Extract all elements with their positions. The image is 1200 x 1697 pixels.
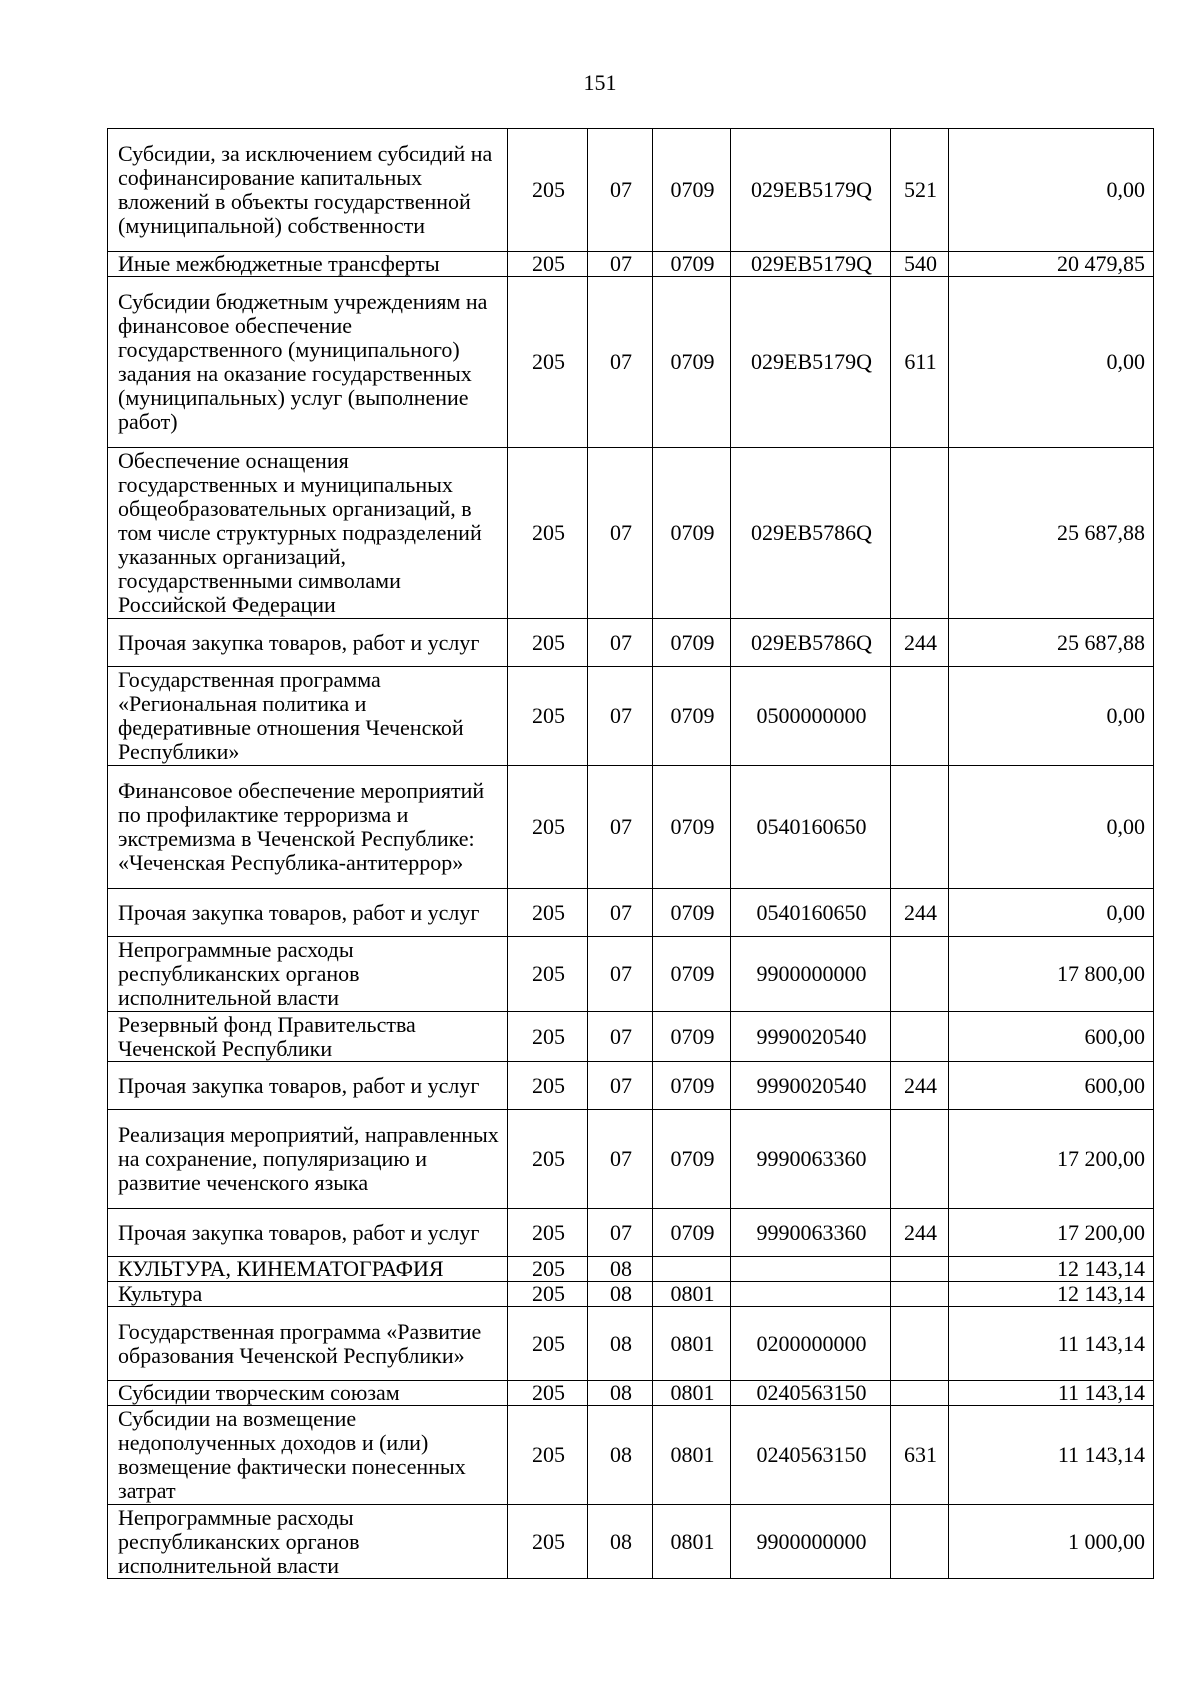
row-expense-type: [891, 1505, 949, 1579]
table-row: [108, 1110, 1154, 1209]
row-amount: 12 143,14: [949, 1257, 1154, 1282]
row-subsection: 0709: [653, 1012, 731, 1062]
row-subsection: 0709: [653, 937, 731, 1012]
row-grbs: 205: [508, 1406, 588, 1505]
row-name: Государственная программа «Развитие образования Чеченской Республики»: [108, 1307, 508, 1381]
row-target-article: [731, 1282, 891, 1307]
row-expense-type: [891, 1307, 949, 1381]
row-section: 07: [588, 1110, 653, 1209]
row-expense-type: 521: [891, 129, 949, 252]
row-amount: 17 200,00: [949, 1110, 1154, 1209]
row-subsection: 0709: [653, 667, 731, 766]
table-row: [108, 1406, 1154, 1505]
row-grbs: 205: [508, 129, 588, 252]
row-grbs: 205: [508, 1282, 588, 1307]
row-subsection: 0709: [653, 889, 731, 937]
row-expense-type: 244: [891, 1209, 949, 1257]
row-target-article: 029EB5179Q: [731, 277, 891, 448]
row-grbs: 205: [508, 277, 588, 448]
table-row: [108, 766, 1154, 889]
row-grbs: 205: [508, 619, 588, 667]
row-amount: 25 687,88: [949, 448, 1154, 619]
row-expense-type: [891, 667, 949, 766]
row-subsection: 0709: [653, 448, 731, 619]
row-amount: 11 143,14: [949, 1307, 1154, 1381]
table-row: [108, 1381, 1154, 1406]
table-row: [108, 1257, 1154, 1282]
row-amount: 0,00: [949, 667, 1154, 766]
row-section: 07: [588, 619, 653, 667]
table-row: [108, 129, 1154, 252]
row-subsection: 0801: [653, 1505, 731, 1579]
row-section: 08: [588, 1257, 653, 1282]
row-section: 07: [588, 1062, 653, 1110]
row-expense-type: [891, 448, 949, 619]
row-subsection: 0801: [653, 1282, 731, 1307]
table-row: [108, 448, 1154, 619]
row-amount: 20 479,85: [949, 252, 1154, 277]
row-subsection: 0709: [653, 129, 731, 252]
row-name: Непрограммные расходы республиканских органов исполнительной власти: [108, 1505, 508, 1579]
table-row: [108, 619, 1154, 667]
row-name: Культура: [108, 1282, 508, 1307]
row-amount: 12 143,14: [949, 1282, 1154, 1307]
row-subsection: 0709: [653, 252, 731, 277]
row-target-article: 029EB5786Q: [731, 619, 891, 667]
row-grbs: 205: [508, 1257, 588, 1282]
row-expense-type: 244: [891, 619, 949, 667]
row-target-article: [731, 1257, 891, 1282]
row-target-article: 0240563150: [731, 1406, 891, 1505]
row-name: Субсидии бюджетным учреждениям на финансовое обеспечение государственного (муниципального) задания на оказание государственных (муниципальных) услуг (выполнение работ): [108, 277, 508, 448]
row-subsection: 0709: [653, 619, 731, 667]
table-row: [108, 277, 1154, 448]
row-subsection: 0801: [653, 1381, 731, 1406]
row-target-article: 9900000000: [731, 937, 891, 1012]
row-expense-type: 631: [891, 1406, 949, 1505]
row-name: Прочая закупка товаров, работ и услуг: [108, 619, 508, 667]
row-target-article: 029EB5179Q: [731, 129, 891, 252]
row-grbs: 205: [508, 667, 588, 766]
row-section: 07: [588, 252, 653, 277]
row-amount: 0,00: [949, 889, 1154, 937]
row-subsection: 0709: [653, 766, 731, 889]
table-row: [108, 889, 1154, 937]
row-amount: 1 000,00: [949, 1505, 1154, 1579]
row-name: Финансовое обеспечение мероприятий по профилактике терроризма и экстремизма в Чеченской Республике: «Чеченская Республика-антитеррор»: [108, 766, 508, 889]
row-section: 07: [588, 766, 653, 889]
row-section: 08: [588, 1307, 653, 1381]
row-expense-type: [891, 1282, 949, 1307]
page-number: 151: [583, 70, 617, 95]
table-body: [108, 129, 1154, 1579]
table-row: [108, 1062, 1154, 1110]
row-amount: 0,00: [949, 129, 1154, 252]
row-name: Обеспечение оснащения государственных и муниципальных общеобразовательных организаций, в том числе структурных подразделений указанных организаций, государственными символами Российской Федерации: [108, 448, 508, 619]
table-row: [108, 937, 1154, 1012]
row-section: 08: [588, 1381, 653, 1406]
row-amount: 0,00: [949, 766, 1154, 889]
row-expense-type: 611: [891, 277, 949, 448]
row-grbs: 205: [508, 1012, 588, 1062]
row-grbs: 205: [508, 889, 588, 937]
row-grbs: 205: [508, 1381, 588, 1406]
row-name: Резервный фонд Правительства Чеченской Республики: [108, 1012, 508, 1062]
row-name: Субсидии на возмещение недополученных доходов и (или) возмещение фактически понесенных затрат: [108, 1406, 508, 1505]
row-section: 07: [588, 1209, 653, 1257]
row-subsection: [653, 1257, 731, 1282]
row-amount: 600,00: [949, 1012, 1154, 1062]
row-target-article: 0540160650: [731, 889, 891, 937]
row-amount: 17 800,00: [949, 937, 1154, 1012]
budget-table: [107, 128, 1154, 1579]
row-amount: 600,00: [949, 1062, 1154, 1110]
table-row: [108, 1282, 1154, 1307]
row-name: Государственная программа «Региональная политика и федеративные отношения Чеченской Республики»: [108, 667, 508, 766]
row-expense-type: [891, 1257, 949, 1282]
row-name: Прочая закупка товаров, работ и услуг: [108, 1062, 508, 1110]
table-row: [108, 667, 1154, 766]
row-subsection: 0801: [653, 1406, 731, 1505]
row-grbs: 205: [508, 1307, 588, 1381]
row-target-article: 0200000000: [731, 1307, 891, 1381]
row-expense-type: 244: [891, 1062, 949, 1110]
row-grbs: 205: [508, 252, 588, 277]
row-grbs: 205: [508, 937, 588, 1012]
row-section: 07: [588, 937, 653, 1012]
row-section: 08: [588, 1282, 653, 1307]
row-section: 07: [588, 1012, 653, 1062]
row-name: Реализация мероприятий, направленных на сохранение, популяризацию и развитие чеченского языка: [108, 1110, 508, 1209]
row-subsection: 0709: [653, 1110, 731, 1209]
row-grbs: 205: [508, 1505, 588, 1579]
row-expense-type: [891, 1012, 949, 1062]
row-amount: 0,00: [949, 277, 1154, 448]
row-name: Иные межбюджетные трансферты: [108, 252, 508, 277]
row-grbs: 205: [508, 448, 588, 619]
row-section: 07: [588, 277, 653, 448]
row-expense-type: 540: [891, 252, 949, 277]
row-section: 07: [588, 667, 653, 766]
row-expense-type: 244: [891, 889, 949, 937]
row-name: КУЛЬТУРА, КИНЕМАТОГРАФИЯ: [108, 1257, 508, 1282]
row-target-article: 9990020540: [731, 1012, 891, 1062]
table-row: [108, 1209, 1154, 1257]
table-row: [108, 252, 1154, 277]
table-row: [108, 1012, 1154, 1062]
row-grbs: 205: [508, 1110, 588, 1209]
row-expense-type: [891, 766, 949, 889]
row-amount: 17 200,00: [949, 1209, 1154, 1257]
row-section: 07: [588, 889, 653, 937]
row-subsection: 0709: [653, 1209, 731, 1257]
row-target-article: 029EB5786Q: [731, 448, 891, 619]
row-grbs: 205: [508, 1209, 588, 1257]
row-target-article: 0540160650: [731, 766, 891, 889]
row-grbs: 205: [508, 1062, 588, 1110]
row-target-article: 9990020540: [731, 1062, 891, 1110]
row-subsection: 0709: [653, 277, 731, 448]
row-amount: 11 143,14: [949, 1381, 1154, 1406]
row-amount: 11 143,14: [949, 1406, 1154, 1505]
row-expense-type: [891, 937, 949, 1012]
row-name: Субсидии творческим союзам: [108, 1381, 508, 1406]
row-grbs: 205: [508, 766, 588, 889]
row-name: Непрограммные расходы республиканских органов исполнительной власти: [108, 937, 508, 1012]
table-row: [108, 1505, 1154, 1579]
row-subsection: 0709: [653, 1062, 731, 1110]
row-expense-type: [891, 1381, 949, 1406]
row-name: Субсидии, за исключением субсидий на софинансирование капитальных вложений в объекты государственной (муниципальной) собственности: [108, 129, 508, 252]
row-name: Прочая закупка товаров, работ и услуг: [108, 889, 508, 937]
row-expense-type: [891, 1110, 949, 1209]
row-target-article: 9990063360: [731, 1110, 891, 1209]
row-amount: 25 687,88: [949, 619, 1154, 667]
row-subsection: 0801: [653, 1307, 731, 1381]
row-target-article: 0240563150: [731, 1381, 891, 1406]
table-row: [108, 1307, 1154, 1381]
row-target-article: 9900000000: [731, 1505, 891, 1579]
row-name: Прочая закупка товаров, работ и услуг: [108, 1209, 508, 1257]
row-target-article: 0500000000: [731, 667, 891, 766]
row-target-article: 029EB5179Q: [731, 252, 891, 277]
row-section: 07: [588, 129, 653, 252]
row-target-article: 9990063360: [731, 1209, 891, 1257]
row-section: 07: [588, 448, 653, 619]
row-section: 08: [588, 1505, 653, 1579]
row-section: 08: [588, 1406, 653, 1505]
